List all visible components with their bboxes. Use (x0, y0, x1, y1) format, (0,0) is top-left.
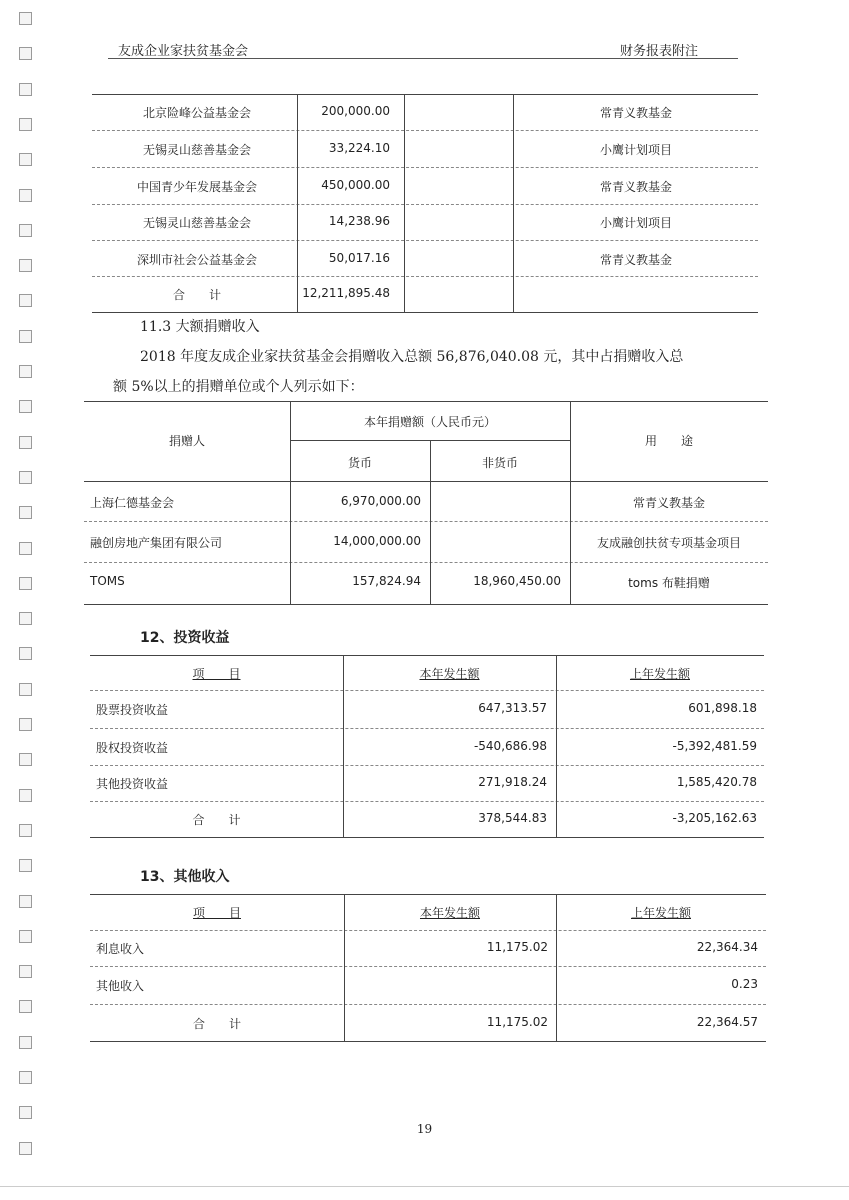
binder-hole (19, 1106, 32, 1119)
binder-hole (19, 647, 32, 660)
cash-amount: 157,824.94 (352, 574, 421, 588)
binder-hole (19, 330, 32, 343)
donor-name: TOMS (90, 574, 125, 588)
column-header-donor: 捐赠人 (168, 434, 205, 448)
donation-amount: 50,017.16 (328, 251, 390, 265)
binder-hole (19, 259, 32, 272)
binder-hole (19, 400, 32, 413)
binder-hole (19, 83, 32, 96)
binder-hole (19, 859, 32, 872)
column-header-use: 用 途 (644, 434, 693, 448)
binder-hole (19, 824, 32, 837)
donation-use: 常青义教基金 (599, 180, 672, 194)
prior-amount: 601,898.18 (688, 701, 757, 715)
binder-hole (19, 436, 32, 449)
donor-name: 中国青少年发展基金会 (136, 180, 257, 194)
binder-hole (19, 718, 32, 731)
cash-amount: 14,000,000.00 (333, 534, 421, 548)
binder-hole (19, 930, 32, 943)
item-name: 股票投资收益 (96, 703, 169, 717)
column-header-prior: 上年发生额 (629, 667, 690, 681)
total-prior: -3,205,162.63 (672, 811, 757, 825)
cash-amount: 6,970,000.00 (340, 494, 421, 508)
current-amount: 271,918.24 (478, 775, 547, 789)
current-amount: 647,313.57 (478, 701, 547, 715)
binder-hole (19, 224, 32, 237)
column-header-cash: 货币 (347, 456, 372, 470)
donation-amount: 14,238.96 (328, 214, 390, 228)
donation-use: 常青义教基金 (599, 253, 672, 267)
binder-hole (19, 577, 32, 590)
current-amount: 11,175.02 (486, 940, 548, 954)
column-header-prior: 上年发生额 (630, 906, 691, 920)
donor-name: 上海仁德基金会 (90, 496, 175, 510)
binder-hole (19, 506, 32, 519)
donation-use: toms 布鞋捐赠 (628, 576, 710, 590)
column-header-current: 本年发生额 (419, 667, 480, 681)
binder-hole (19, 895, 32, 908)
donor-name: 深圳市社会公益基金会 (136, 253, 257, 267)
prior-amount: 0.23 (731, 977, 758, 991)
donation-amount: 200,000.00 (321, 104, 390, 118)
prior-amount: 22,364.34 (696, 940, 758, 954)
current-amount: -540,686.98 (473, 739, 547, 753)
donor-name: 融创房地产集团有限公司 (90, 536, 223, 550)
binder-hole (19, 189, 32, 202)
prior-amount: -5,392,481.59 (672, 739, 757, 753)
prior-amount: 1,585,420.78 (676, 775, 757, 789)
column-header-current: 本年发生额 (419, 906, 480, 920)
total-label: 合 计 (172, 288, 221, 302)
donation-amount: 33,224.10 (328, 141, 390, 155)
paragraph-line-2: 额 5%以上的捐赠单位或个人列示如下： (113, 379, 364, 395)
item-name: 其他收入 (96, 979, 145, 993)
item-name: 股权投资收益 (96, 741, 169, 755)
donor-name: 北京险峰公益基金会 (142, 106, 251, 120)
total-current: 11,175.02 (486, 1015, 548, 1029)
item-name: 利息收入 (96, 942, 145, 956)
section-title-11-3: 11.3 大额捐赠收入 (140, 319, 260, 335)
header-doc-title: 财务报表附注 (620, 44, 699, 59)
binder-hole (19, 471, 32, 484)
section-title-12: 12、投资收益 (140, 630, 230, 646)
binder-hole (19, 294, 32, 307)
donation-amount: 450,000.00 (321, 178, 390, 192)
binder-hole (19, 47, 32, 60)
binder-hole (19, 365, 32, 378)
column-header-item: 项 目 (192, 667, 241, 681)
paragraph-line-1: 2018 年度友成企业家扶贫基金会捐赠收入总额 56,876,040.08 元，其中占捐赠收入总 (140, 349, 684, 365)
binder-hole (19, 753, 32, 766)
binder-hole (19, 789, 32, 802)
page-bottom-edge (0, 1186, 849, 1187)
binder-hole (19, 683, 32, 696)
binder-hole (19, 1000, 32, 1013)
total-current: 378,544.83 (478, 811, 547, 825)
donor-name: 无锡灵山慈善基金会 (142, 216, 251, 230)
binder-hole (19, 1142, 32, 1155)
donation-use: 小鹰计划项目 (599, 216, 672, 230)
binder-hole (19, 118, 32, 131)
donation-use: 常青义教基金 (632, 496, 705, 510)
header-rule (108, 58, 738, 59)
page-number: 19 (416, 1122, 433, 1136)
header-org: 友成企业家扶贫基金会 (118, 44, 249, 59)
section-title-13: 13、其他收入 (140, 869, 230, 885)
column-header-noncash: 非货币 (481, 456, 518, 470)
donation-use: 小鹰计划项目 (599, 143, 672, 157)
binder-hole (19, 1036, 32, 1049)
total-amount: 12,211,895.48 (302, 286, 390, 300)
binder-hole (19, 1071, 32, 1084)
total-prior: 22,364.57 (696, 1015, 758, 1029)
column-header-amount-group: 本年捐赠额（人民币元） (363, 415, 496, 429)
donation-use: 常青义教基金 (599, 106, 672, 120)
binder-hole (19, 12, 32, 25)
noncash-amount: 18,960,450.00 (473, 574, 561, 588)
total-label: 合 计 (192, 813, 241, 827)
total-label: 合 计 (192, 1017, 241, 1031)
item-name: 其他投资收益 (96, 777, 169, 791)
donation-use: 友成融创扶贫专项基金项目 (596, 536, 741, 550)
column-header-item: 项 目 (192, 906, 241, 920)
donor-name: 无锡灵山慈善基金会 (142, 143, 251, 157)
binder-hole (19, 612, 32, 625)
binder-hole (19, 542, 32, 555)
binder-hole (19, 153, 32, 166)
binder-hole (19, 965, 32, 978)
